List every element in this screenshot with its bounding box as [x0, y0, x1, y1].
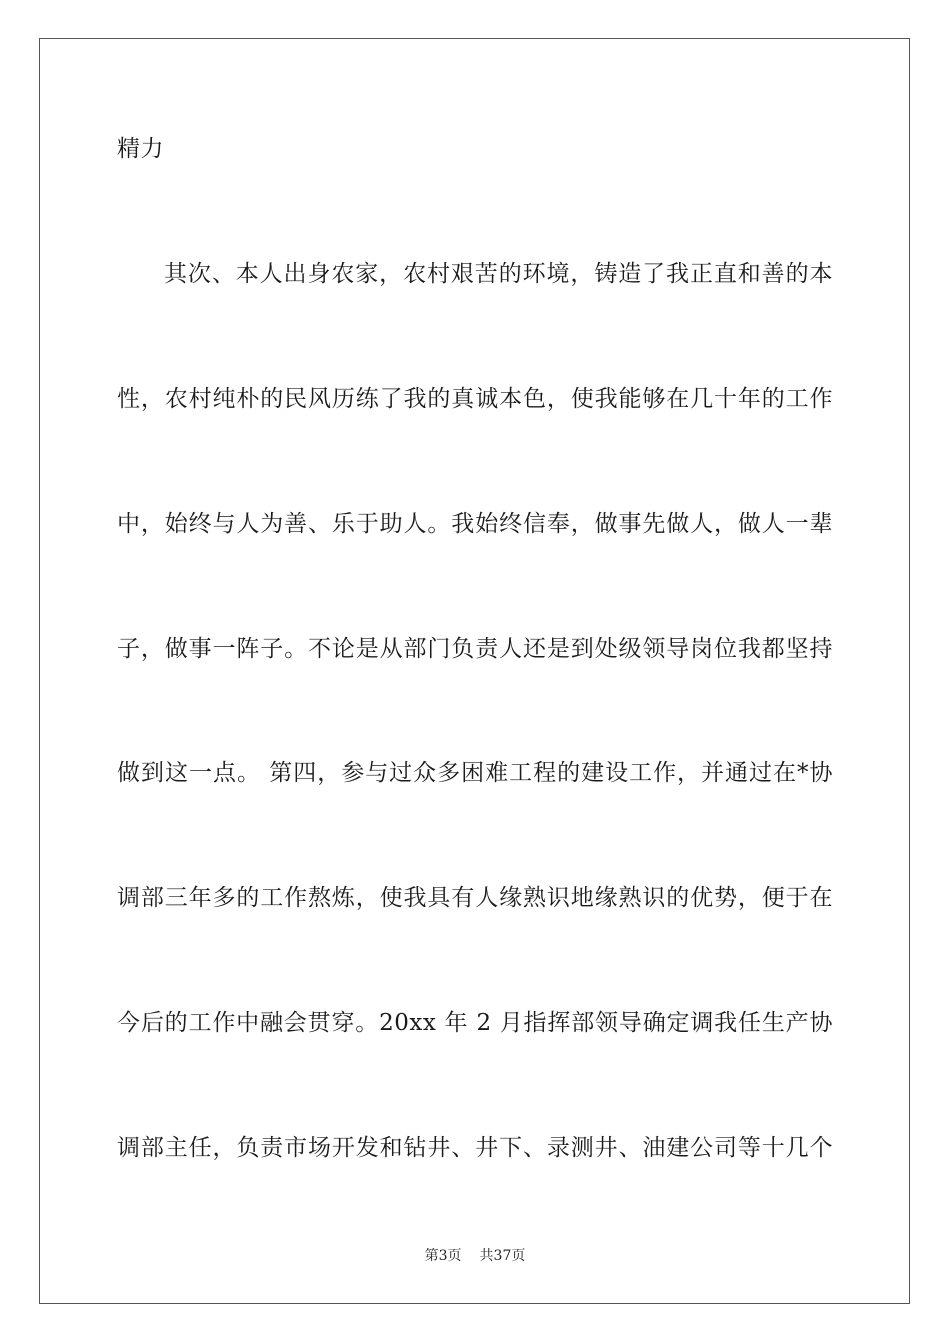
- text-line-2: 其次、本人出身农家，农村艰苦的环境，铸造了我正直和善的本: [164, 261, 833, 287]
- text-line-8: 今后的工作中融会贯穿。20xx 年 2 月指挥部领导确定调我任生产协: [117, 1010, 833, 1036]
- text-line-7: 调部三年多的工作熬炼，使我具有人缘熟识地缘熟识的优势，便于在: [117, 885, 833, 911]
- page-footer: [0, 1246, 950, 1266]
- page-number-total: 共37页: [479, 1248, 526, 1264]
- text-line-9: 调部主任，负责市场开发和钻井、井下、录测井、油建公司等十几个: [117, 1135, 833, 1161]
- text-line-3: 性，农村纯朴的民风历练了我的真诚本色，使我能够在几十年的工作: [117, 386, 833, 412]
- text-line-4: 中，始终与人为善、乐于助人。我始终信奉，做事先做人，做人一辈: [117, 511, 833, 537]
- page-number-current: 第3页: [424, 1248, 462, 1264]
- page-border: [39, 38, 910, 1304]
- text-line-5: 子，做事一阵子。不论是从部门负责人还是到处级领导岗位我都坚持: [117, 636, 833, 662]
- text-line-6: 做到这一点。 第四，参与过众多困难工程的建设工作，并通过在*协: [117, 760, 833, 786]
- text-line-1: 精力: [117, 136, 164, 162]
